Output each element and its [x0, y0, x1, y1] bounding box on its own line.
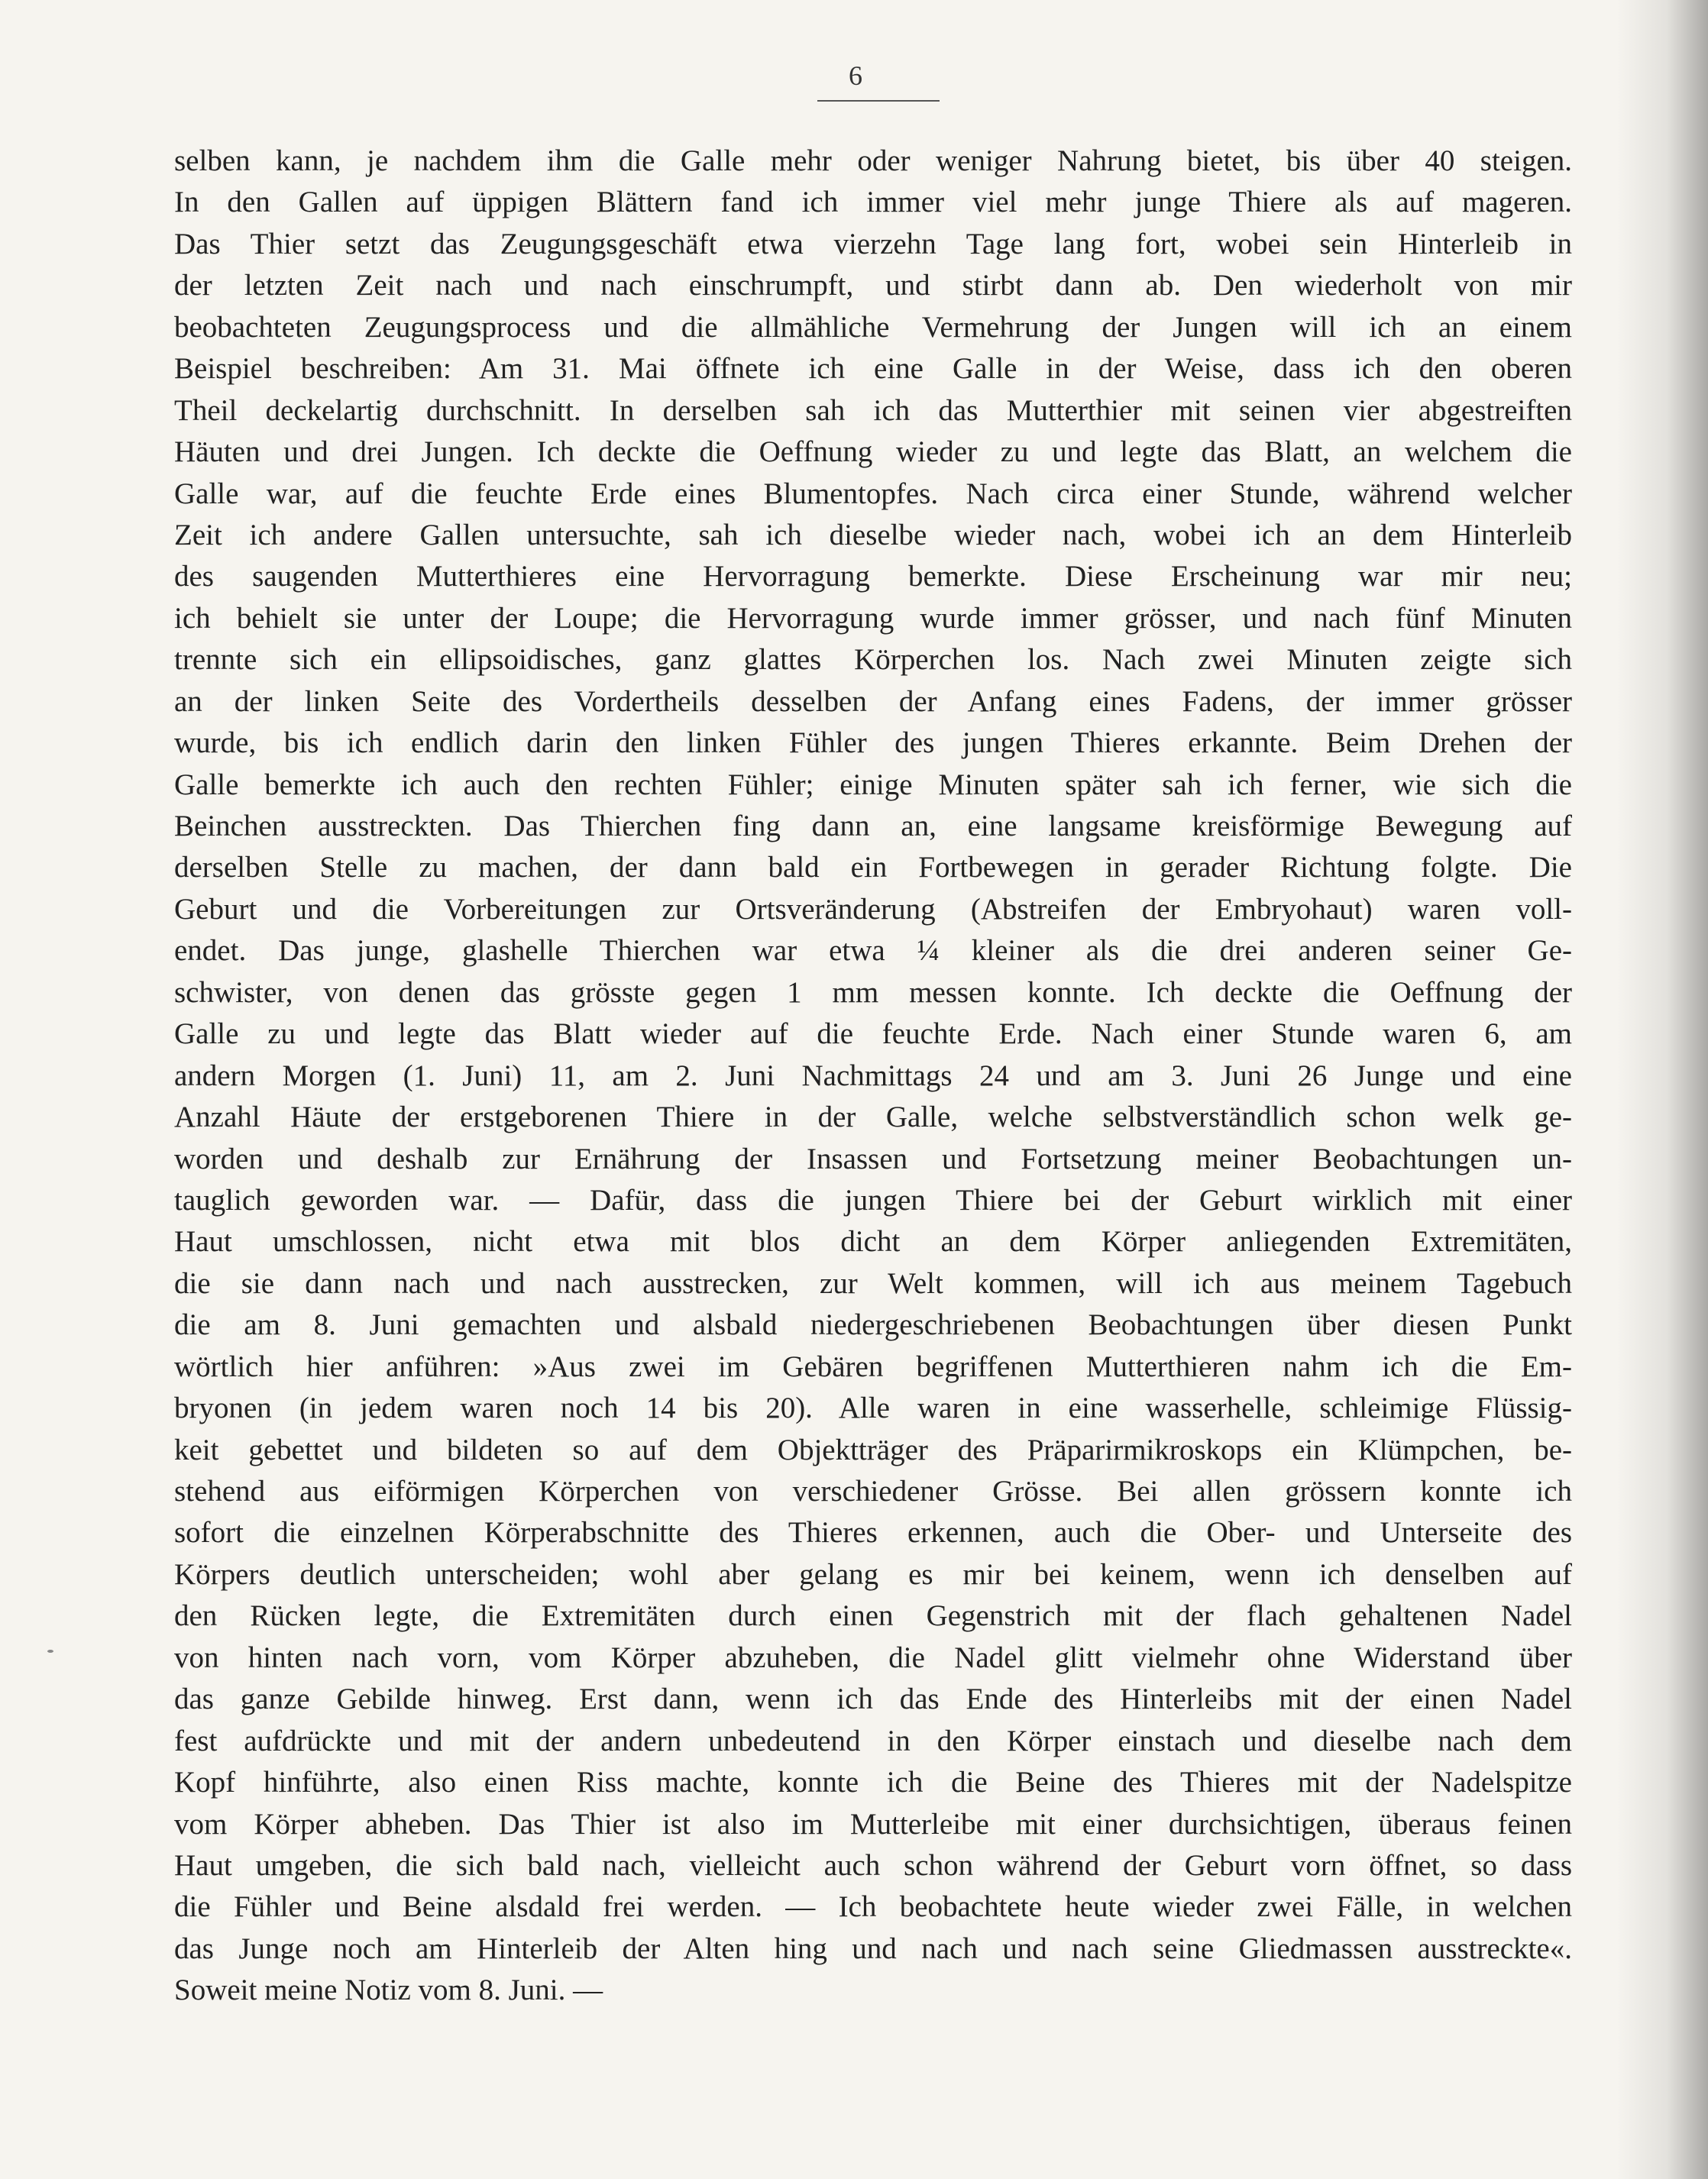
text-line: fest aufdrückte und mit der andern unbedeutend in den Körper einstach und dieselbe nach dem — [174, 1724, 1572, 1757]
text-line: Haut umschlossen, nicht etwa mit blos dicht an dem Körper anliegenden Extremitäten, — [174, 1225, 1572, 1259]
text-line: Theil deckelartig durchschnitt. In derselben sah ich das Mutterthier mit seinen vier abgestreiften — [174, 393, 1572, 427]
text-line: tauglich geworden war. — Dafür, dass die jungen Thiere bei der Geburt wirklich mit einer — [174, 1183, 1572, 1217]
text-line: der letzten Zeit nach und nach einschrumpft, und stirbt dann ab. Den wiederholt von mir — [174, 269, 1572, 302]
text-line: das ganze Gebilde hinweg. Erst dann, wenn ich das Ende des Hinterleibs mit der einen Nadel — [174, 1683, 1572, 1716]
text-line: Galle bemerkte ich auch den rechten Fühler; einige Minuten später sah ich ferner, wie sich die — [174, 768, 1572, 801]
book-spine-shadow — [1616, 0, 1708, 2179]
text-line: schwister, von denen das grösste gegen 1 mm messen konnte. Ich deckte die Oeffnung der — [174, 975, 1572, 1009]
text-line: wörtlich hier anführen: »Aus zwei im Gebären begriffenen Mutterthieren nahm ich die Em- — [174, 1350, 1572, 1383]
text-line: derselben Stelle zu machen, der dann bald ein Fortbewegen in gerader Richtung folgte. Die — [174, 851, 1572, 884]
text-line: sofort die einzelnen Körperabschnitte des Thieres erkennen, auch die Ober- und Unterseite des — [174, 1516, 1572, 1550]
text-line: Das Thier setzt das Zeugungsgeschäft etwa vierzehn Tage lang fort, wobei sein Hinterleib in — [174, 227, 1572, 260]
text-line: den Rücken legte, die Extremitäten durch einen Gegenstrich mit der flach gehaltenen Nadel — [174, 1599, 1572, 1633]
page-number: 6 — [849, 60, 862, 91]
text-line: Beispiel beschreiben: Am 31. Mai öffnete ich eine Galle in der Weise, dass ich den oberen — [174, 352, 1572, 386]
text-line: an der linken Seite des Vordertheils desselben der Anfang eines Fadens, der immer grösser — [174, 684, 1572, 718]
text-line: keit gebettet und bildeten so auf dem Objektträger des Präparirmikroskops ein Klümpchen, be- — [174, 1433, 1572, 1466]
text-line: Galle zu und legte das Blatt wieder auf die feuchte Erde. Nach einer Stunde waren 6, am — [174, 1017, 1572, 1051]
text-line: beobachteten Zeugungsprocess und die allmähliche Vermehrung der Jungen will ich an einem — [174, 310, 1572, 344]
text-line: trennte sich ein ellipsoidisches, ganz glattes Körperchen los. Nach zwei Minuten zeigte sich — [174, 643, 1572, 677]
text-line: Beinchen ausstreckten. Das Thierchen fing dann an, eine langsame kreisförmige Bewegung auf — [174, 810, 1572, 842]
text-line: die Fühler und Beine alsdald frei werden. — Ich beobachtete heute wieder zwei Fälle, in welchen — [174, 1890, 1572, 1924]
text-line: Häuten und drei Jungen. Ich deckte die Oeffnung wieder zu und legte das Blatt, an welchem die — [174, 435, 1572, 469]
text-line: Haut umgeben, die sich bald nach, vielleicht auch schon während der Geburt vorn öffnet, so dass — [174, 1848, 1572, 1882]
text-line: vom Körper abheben. Das Thier ist also im Mutterleibe mit einer durchsichtigen, überaus feinen — [174, 1807, 1572, 1841]
text-line: selben kann, je nachdem ihm die Galle mehr oder weniger Nahrung bietet, bis über 40 steigen. — [174, 144, 1572, 177]
text-line: Kopf hinführte, also einen Riss machte, konnte ich die Beine des Thieres mit der Nadelspitze — [174, 1766, 1572, 1799]
text-line: endet. Das junge, glashelle Thierchen war etwa ¼ kleiner als die drei anderen seiner Ge- — [174, 934, 1572, 968]
text-line: Geburt und die Vorbereitungen zur Ortsveränderung (Abstreifen der Embryohaut) waren voll- — [174, 892, 1572, 926]
text-line: das Junge noch am Hinterleib der Alten hing und nach und nach seine Gliedmassen ausstreckte«. — [174, 1932, 1572, 1965]
text-line: des saugenden Mutterthieres eine Hervorragung bemerkte. Diese Erscheinung war mir neu; — [174, 560, 1572, 593]
text-line: stehend aus eiförmigen Körperchen von verschiedener Grösse. Bei allen grössern konnte ich — [174, 1475, 1572, 1508]
text-line: die am 8. Juni gemachten und alsbald niedergeschriebenen Beobachtungen über diesen Punkt — [174, 1308, 1572, 1342]
text-line: von hinten nach vorn, vom Körper abzuheben, die Nadel glitt vielmehr ohne Widerstand über — [174, 1641, 1572, 1674]
body-text — [174, 141, 1572, 2012]
text-line: Galle war, auf die feuchte Erde eines Blumentopfes. Nach circa einer Stunde, während welcher — [174, 477, 1572, 510]
text-line-last: Soweit meine Notiz vom 8. Juni. — — [174, 1974, 603, 2007]
text-line: wurde, bis ich endlich darin den linken Fühler des jungen Thieres erkannte. Beim Drehen der — [174, 726, 1572, 760]
text-line: andern Morgen (1. Juni) 11, am 2. Juni Nachmittags 24 und am 3. Juni 26 Junge und eine — [174, 1059, 1572, 1092]
paper-speck — [47, 1650, 53, 1653]
text-line: Anzahl Häute der erstgeborenen Thiere in der Galle, welche selbstverständlich schon welk ge- — [174, 1101, 1572, 1134]
text-line: worden und deshalb zur Ernährung der Insassen und Fortsetzung meiner Beobachtungen un- — [174, 1142, 1572, 1175]
page-number-rule — [817, 100, 940, 102]
text-line: die sie dann nach und nach ausstrecken, zur Welt kommen, will ich aus meinem Tagebuch — [174, 1266, 1572, 1300]
text-line: bryonen (in jedem waren noch 14 bis 20). Alle waren in eine wasserhelle, schleimige Flüssig- — [174, 1392, 1572, 1425]
text-line: ich behielt sie unter der Loupe; die Hervorragung wurde immer grösser, und nach fünf Minuten — [174, 601, 1572, 635]
text-line: Körpers deutlich unterscheiden; wohl aber gelang es mir bei keinem, wenn ich denselben auf — [174, 1557, 1572, 1591]
text-line: In den Gallen auf üppigen Blättern fand ich immer viel mehr junge Thiere als auf mageren. — [174, 186, 1572, 219]
text-line: Zeit ich andere Gallen untersuchte, sah ich dieselbe wieder nach, wobei ich an dem Hinterleib — [174, 518, 1572, 551]
